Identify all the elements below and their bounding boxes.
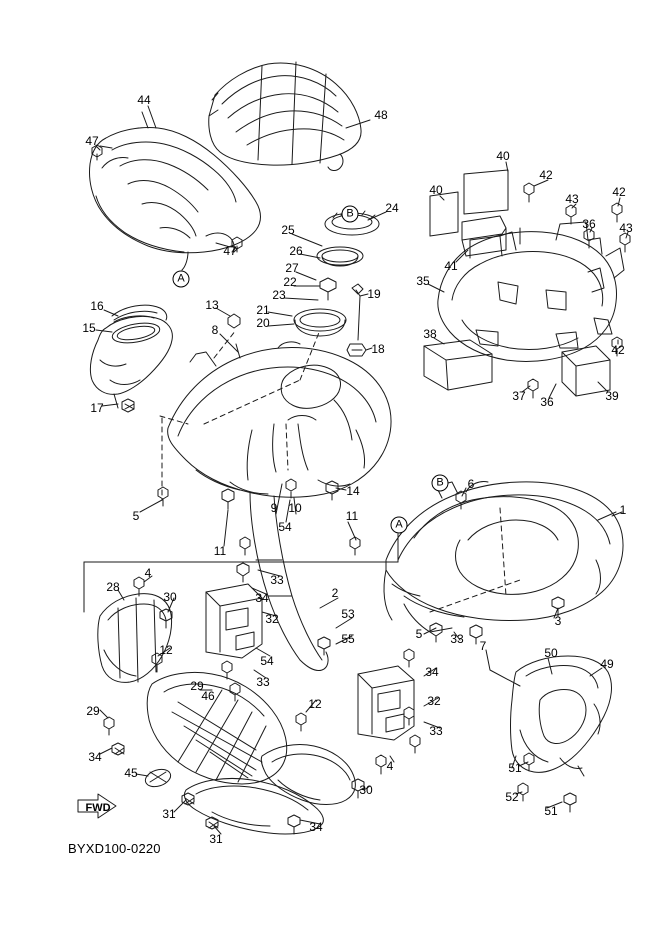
callout-number: 26 bbox=[289, 244, 303, 258]
callout-number: 21 bbox=[256, 303, 270, 317]
callout-number: 20 bbox=[256, 316, 270, 330]
callout-number: 43 bbox=[565, 192, 579, 206]
callout-number: 40 bbox=[429, 183, 443, 197]
callout-number: 36 bbox=[582, 217, 596, 231]
callout-number: 39 bbox=[605, 389, 619, 403]
callout-number: 40 bbox=[496, 149, 510, 163]
callout-number: 54 bbox=[260, 654, 274, 668]
callout-number: 4 bbox=[386, 759, 394, 773]
callout-number: 49 bbox=[600, 657, 614, 671]
circled-reference-label: A bbox=[391, 517, 408, 534]
callout-number: 28 bbox=[106, 580, 120, 594]
callout-number: 2 bbox=[331, 586, 339, 600]
callout-number: 34 bbox=[425, 665, 439, 679]
callout-number: 51 bbox=[508, 761, 522, 775]
callout-number: 34 bbox=[255, 591, 269, 605]
callout-number: 32 bbox=[265, 612, 279, 626]
callout-number: 10 bbox=[288, 501, 302, 515]
callout-number: 9 bbox=[270, 501, 278, 515]
circled-reference-label: B bbox=[432, 475, 449, 492]
circled-reference-label: A bbox=[173, 271, 190, 288]
callout-number: 3 bbox=[554, 614, 562, 628]
callout-number: 15 bbox=[82, 321, 96, 335]
callout-number: 19 bbox=[367, 287, 381, 301]
callout-number: 32 bbox=[427, 694, 441, 708]
callout-number: 55 bbox=[341, 632, 355, 646]
callout-number: 17 bbox=[90, 401, 104, 415]
callout-number: 16 bbox=[90, 299, 104, 313]
callout-number: 6 bbox=[467, 477, 475, 491]
callout-number: 11 bbox=[213, 544, 227, 558]
callout-number: 13 bbox=[205, 298, 219, 312]
callout-number: 4 bbox=[144, 566, 152, 580]
callout-number: 34 bbox=[309, 820, 323, 834]
callout-number: 31 bbox=[209, 832, 223, 846]
callout-number: 42 bbox=[539, 168, 553, 182]
callout-number: 35 bbox=[416, 274, 430, 288]
callout-number: 23 bbox=[272, 288, 286, 302]
callout-number: 22 bbox=[283, 275, 297, 289]
callout-number: 33 bbox=[429, 724, 443, 738]
diagram-part-number: BYXD100-0220 bbox=[68, 841, 161, 856]
callout-number: 24 bbox=[385, 201, 399, 215]
callout-number: 48 bbox=[374, 108, 388, 122]
callout-number: 42 bbox=[611, 343, 625, 357]
callout-number: 27 bbox=[285, 261, 299, 275]
callout-number: 30 bbox=[163, 590, 177, 604]
callout-number: 18 bbox=[371, 342, 385, 356]
callout-number: 31 bbox=[162, 807, 176, 821]
callout-number: 36 bbox=[540, 395, 554, 409]
callout-number: 54 bbox=[278, 520, 292, 534]
callout-number: 38 bbox=[423, 327, 437, 341]
callout-number: 29 bbox=[86, 704, 100, 718]
callout-number: 30 bbox=[359, 783, 373, 797]
callout-number: 5 bbox=[415, 627, 423, 641]
callout-number: 47 bbox=[223, 244, 237, 258]
callout-number: 11 bbox=[345, 509, 359, 523]
callout-number: 14 bbox=[346, 484, 360, 498]
callout-number: 29 bbox=[190, 679, 204, 693]
callout-number: 5 bbox=[132, 509, 140, 523]
callout-number: 12 bbox=[159, 643, 173, 657]
callout-number: 47 bbox=[85, 134, 99, 148]
callout-number: 51 bbox=[544, 804, 558, 818]
callout-number: 53 bbox=[341, 607, 355, 621]
callout-number: 46 bbox=[201, 689, 215, 703]
callout-number: 43 bbox=[619, 221, 633, 235]
callout-number: 25 bbox=[281, 223, 295, 237]
fwd-direction-label: FWD bbox=[85, 802, 111, 814]
callout-number: 37 bbox=[512, 389, 526, 403]
callout-number: 42 bbox=[612, 185, 626, 199]
callout-number: 45 bbox=[124, 766, 138, 780]
callout-number: 52 bbox=[505, 790, 519, 804]
callout-number: 34 bbox=[88, 750, 102, 764]
callout-number: 33 bbox=[256, 675, 270, 689]
callout-number: 33 bbox=[450, 632, 464, 646]
callout-number: 7 bbox=[479, 639, 487, 653]
callout-number: 44 bbox=[137, 93, 151, 107]
callout-number: 41 bbox=[444, 259, 458, 273]
circled-reference-label: B bbox=[342, 206, 359, 223]
callout-number: 33 bbox=[270, 573, 284, 587]
callout-number: 1 bbox=[619, 503, 627, 517]
callout-number: 50 bbox=[544, 646, 558, 660]
callout-number: 12 bbox=[308, 697, 322, 711]
callout-number: 8 bbox=[211, 323, 219, 337]
